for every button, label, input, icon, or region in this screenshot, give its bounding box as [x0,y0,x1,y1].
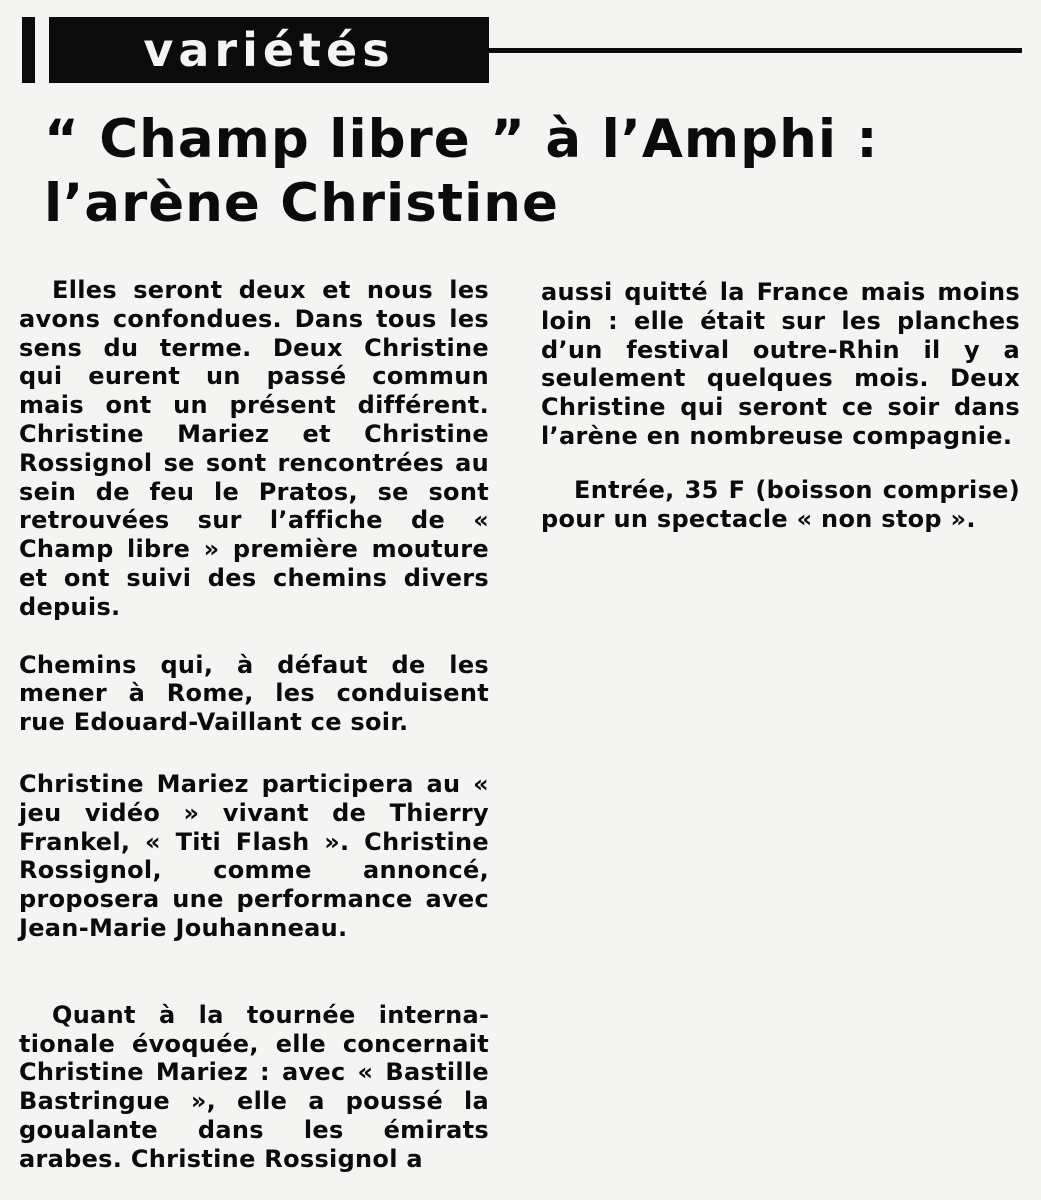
section-rubric: variétés [49,17,489,83]
paragraph-chemins: Chemins qui, à défaut de les mener à Rome, les conduisent rue Edouard-Vaillant ce soir. [19,650,489,737]
paragraph-intro: Elles seront deux et nous les avons confondues. Dans tous les sens du terme. Deux Christine qui eurent un passé commun mais ont un présent différent. Christine Mariez et Christine Rossignol se sont rencontrées au sein de feu le Pratos, se sont retrouvées sur l’affiche de « Champ libre » première mouture et ont suivi des chemins divers depuis. [19,276,489,621]
rubric-rule [489,48,1022,53]
article-headline [44,108,1034,236]
headline-line-1: “ Champ libre ” à l’Amphi : [44,109,879,170]
paragraph-entree: Entrée, 35 F (boisson comprise) pour un spectacle « non stop ». [541,475,1020,533]
rubric-left-bar [22,17,35,83]
headline-line-2: l’arène Christine [44,173,559,234]
paragraph-continuation: aussi quitté la France mais moins loin : elle était sur les planches d’un festival outre-Rhin il y a seulement quelques mois. Deux Christine qui seront ce soir dans l’arène en nombreuse compagnie. [541,278,1020,450]
paragraph-programme: Christine Mariez participera au « jeu vidéo » vivant de Thierry Frankel, « Titi Flash ». Christine Rossignol, comme annoncé, proposera une performance avec Jean-Marie Jouhanneau. [19,769,489,942]
rubric-right-bar [475,17,489,83]
paragraph-tournee: Quant à la tournée internationale évoquée, elle concernait Christine Mariez : avec « Bastille Bastringue », elle a poussé la goualante dans les émirats arabes. Christine Rossignol a [19,1000,489,1173]
article-column-left [19,276,489,1174]
article-column-right [541,278,1020,533]
